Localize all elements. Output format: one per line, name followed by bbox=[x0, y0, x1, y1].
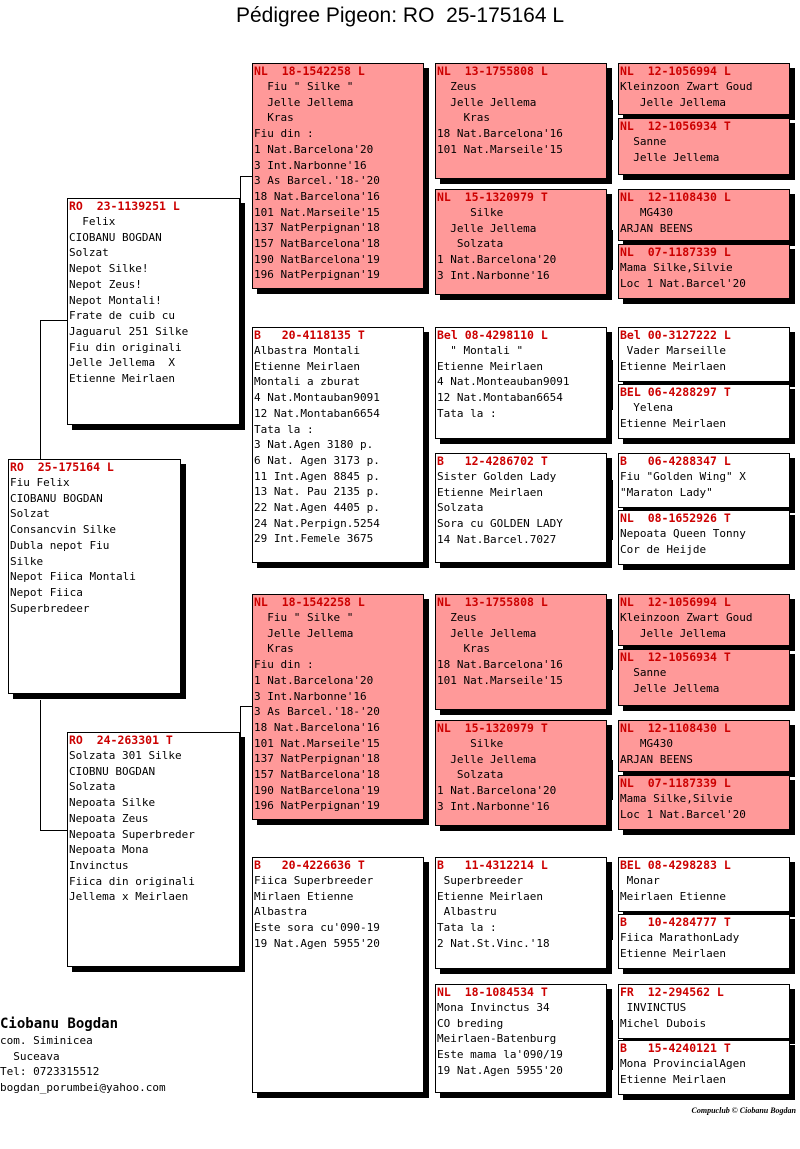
info-line: 18 Nat.Barcelona'16 bbox=[437, 658, 563, 672]
info-line: 1 Nat.Barcelona'20 bbox=[437, 784, 557, 798]
great-grandparent-box bbox=[435, 594, 607, 710]
info-line: Nepoata Queen Tonny bbox=[620, 527, 746, 540]
info-line: 18 Nat.Barcelona'16 bbox=[254, 189, 380, 203]
info-line: Fiu din originali bbox=[69, 340, 182, 354]
owner-city: Suceava bbox=[0, 1049, 60, 1063]
info-line: 190 NatBarcelona'19 bbox=[254, 783, 380, 797]
info-line: Silke bbox=[437, 206, 504, 219]
info-line: 29 Int.Femele 3675 bbox=[254, 532, 374, 546]
info-line: Monar bbox=[620, 874, 660, 887]
info-line: Fiu din : bbox=[254, 127, 314, 141]
connector-line bbox=[428, 890, 429, 1020]
info-line: Solzat bbox=[10, 507, 50, 521]
connector-line bbox=[612, 230, 613, 270]
info-line: Silke bbox=[437, 737, 504, 750]
owner-email: bogdan_porumbei@yahoo.com bbox=[0, 1080, 166, 1094]
info-line: Mirlaen Etienne bbox=[254, 889, 354, 903]
info-line: Felix bbox=[69, 215, 116, 228]
info-line: Kras bbox=[437, 642, 490, 656]
info-line: Nepot Fiica bbox=[10, 585, 83, 599]
ring-number: NL 15-1320979 T bbox=[437, 190, 548, 204]
connector-line bbox=[428, 372, 429, 492]
ring-number: NL 08-1652926 T bbox=[620, 511, 731, 525]
gen4-box bbox=[618, 453, 790, 508]
ring-number: FR 12-294562 L bbox=[620, 985, 724, 999]
info-line: 1 Nat.Barcelona'20 bbox=[254, 673, 374, 687]
info-line: Kras bbox=[437, 111, 490, 125]
page-title: Pédigree Pigeon: RO 25-175164 L bbox=[235, 4, 565, 27]
info-line: Kleinzoon Zwart Goud bbox=[620, 80, 753, 93]
info-line: Nepoata Zeus bbox=[69, 811, 149, 825]
gen4-box bbox=[618, 720, 790, 772]
info-line: Jelle Jellema bbox=[437, 752, 537, 766]
ring-number: B 15-4240121 T bbox=[620, 1041, 731, 1055]
great-grandparent-box bbox=[435, 984, 607, 1093]
info-line: 196 NatPerpignan'19 bbox=[254, 268, 380, 282]
info-line: Zeus bbox=[437, 80, 477, 93]
owner-phone: Tel: 0723315512 bbox=[0, 1065, 100, 1078]
gen4-box bbox=[618, 649, 790, 706]
ring-number: B 06-4288347 L bbox=[620, 454, 731, 468]
grandsire-maternal-box bbox=[252, 594, 424, 820]
info-line: Nepot Fiica Montali bbox=[10, 570, 136, 584]
info-line: 6 Nat. Agen 3173 p. bbox=[254, 453, 380, 467]
sire-box bbox=[67, 198, 240, 425]
info-line: Fiu "Golden Wing" X bbox=[620, 470, 746, 483]
info-line: 18 Nat.Barcelona'16 bbox=[437, 127, 563, 141]
info-line: " Montali " bbox=[437, 344, 524, 357]
info-line: Albastra bbox=[254, 905, 307, 919]
ring-number: RO 25-175164 L bbox=[10, 460, 114, 474]
ring-number: NL 07-1187339 L bbox=[620, 776, 731, 790]
info-line: Silke bbox=[10, 554, 44, 568]
info-line: 11 Int.Agen 8845 p. bbox=[254, 469, 380, 483]
ring-number: RO 24-263301 T bbox=[69, 733, 173, 747]
info-line: Jelle Jellema bbox=[254, 626, 354, 640]
ring-number: BEL 08-4298283 L bbox=[620, 858, 731, 872]
info-line: 3 Int.Narbonne'16 bbox=[437, 268, 550, 282]
gen4-box bbox=[618, 775, 790, 830]
info-line: 1 Nat.Barcelona'20 bbox=[254, 142, 374, 156]
info-line: Superbreeder bbox=[437, 874, 524, 887]
info-line: ARJAN BEENS bbox=[620, 752, 693, 766]
connector-line bbox=[240, 176, 241, 351]
info-line: Fiu Felix bbox=[10, 476, 70, 489]
info-line: Este sora cu'090-19 bbox=[254, 921, 380, 935]
gen4-box bbox=[618, 244, 790, 299]
info-line: Solzata bbox=[69, 780, 116, 794]
gen4-box bbox=[618, 984, 790, 1039]
info-line: Jelle Jellema bbox=[437, 95, 537, 109]
info-line: Cor de Heijde bbox=[620, 542, 707, 556]
great-grandparent-box bbox=[435, 857, 607, 969]
info-line: 4 Nat.Montauban9091 bbox=[254, 391, 380, 405]
info-line: Etienne Meirlaen bbox=[437, 359, 543, 373]
ring-number: NL 15-1320979 T bbox=[437, 721, 548, 735]
footer-credit: Compuclub © Ciobanu Bogdan bbox=[691, 1106, 796, 1115]
info-line: ARJAN BEENS bbox=[620, 221, 693, 235]
info-line: Montali a zburat bbox=[254, 375, 360, 389]
info-line: 13 Nat. Pau 2135 p. bbox=[254, 485, 380, 499]
ring-number: BEL 06-4288297 T bbox=[620, 385, 731, 399]
info-line: Michel Dubois bbox=[620, 1016, 707, 1030]
info-line: Sora cu GOLDEN LADY bbox=[437, 517, 563, 531]
connector-line bbox=[612, 630, 613, 670]
info-line: Jelle Jellema bbox=[620, 95, 726, 109]
dam-box bbox=[67, 732, 240, 967]
info-line: 3 Int.Narbonne'16 bbox=[254, 689, 367, 703]
gen4-box bbox=[618, 857, 790, 912]
ring-number: B 20-4118135 T bbox=[254, 328, 365, 342]
info-line: Etienne Meirlaen bbox=[620, 946, 726, 960]
ring-number: NL 12-1056934 T bbox=[620, 119, 731, 133]
info-line: 157 NatBarcelona'18 bbox=[254, 768, 380, 782]
great-grandparent-box bbox=[435, 189, 607, 295]
gen4-box bbox=[618, 510, 790, 565]
info-line: Superbredeer bbox=[10, 601, 90, 615]
info-line: Loc 1 Nat.Barcel'20 bbox=[620, 807, 746, 821]
info-line: Jelle Jellema bbox=[437, 626, 537, 640]
ring-number: NL 12-1056934 T bbox=[620, 650, 731, 664]
ring-number: NL 12-1056994 L bbox=[620, 595, 731, 609]
info-line: 3 Int.Narbonne'16 bbox=[437, 799, 550, 813]
info-line: 1 Nat.Barcelona'20 bbox=[437, 253, 557, 267]
info-line: Nepoata Silke bbox=[69, 796, 156, 810]
info-line: Nepot Montali! bbox=[69, 293, 162, 307]
info-line: Jelle Jellema X bbox=[69, 356, 175, 370]
info-line: Solzata bbox=[437, 768, 504, 782]
info-line: Solzat bbox=[69, 246, 109, 260]
info-line: 101 Nat.Marseile'15 bbox=[437, 142, 563, 156]
connector-line bbox=[612, 360, 613, 410]
gen4-box bbox=[618, 63, 790, 115]
info-line: Nepot Zeus! bbox=[69, 277, 142, 291]
gen4-box bbox=[618, 118, 790, 175]
info-line: Nepot Silke! bbox=[69, 262, 149, 276]
info-line: Etienne Meirlaen bbox=[620, 359, 726, 373]
info-line: 101 Nat.Marseile'15 bbox=[437, 673, 563, 687]
info-line: 14 Nat.Barcel.7027 bbox=[437, 532, 557, 546]
connector-line bbox=[40, 320, 68, 321]
info-line: MG430 bbox=[620, 206, 673, 219]
info-line: CIOBNU BOGDAN bbox=[69, 764, 156, 778]
info-line: 3 As Barcel.'18-'20 bbox=[254, 705, 380, 719]
info-line: Loc 1 Nat.Barcel'20 bbox=[620, 276, 746, 290]
info-line: Tata la : bbox=[437, 406, 497, 420]
info-line: Tata la : bbox=[437, 921, 497, 935]
connector-line bbox=[612, 480, 613, 540]
ring-number: B 12-4286702 T bbox=[437, 454, 548, 468]
info-line: Fiu " Silke " bbox=[254, 80, 354, 93]
info-line: 2 Nat.St.Vinc.'18 bbox=[437, 936, 550, 950]
ring-number: NL 18-1542258 L bbox=[254, 64, 365, 78]
info-line: 101 Nat.Marseile'15 bbox=[254, 736, 380, 750]
info-line: Zeus bbox=[437, 611, 477, 624]
gen4-box bbox=[618, 327, 790, 382]
info-line: Etienne Meirlaen bbox=[620, 1072, 726, 1086]
info-line: Mona Invinctus 34 bbox=[437, 1001, 550, 1014]
info-line: CIOBANU BOGDAN bbox=[10, 491, 103, 505]
info-line: Sanne bbox=[620, 666, 667, 679]
gen4-box bbox=[618, 594, 790, 646]
info-line: Fiica Superbreeder bbox=[254, 874, 374, 887]
info-line: 4 Nat.Monteauban9091 bbox=[437, 375, 570, 389]
connector-line bbox=[428, 642, 429, 742]
info-line: Invinctus bbox=[69, 858, 129, 872]
connector-line bbox=[40, 830, 68, 831]
ring-number: NL 12-1108430 L bbox=[620, 190, 731, 204]
info-line: "Maraton Lady" bbox=[620, 485, 713, 499]
great-grandparent-box bbox=[435, 453, 607, 563]
info-line: Fiu din : bbox=[254, 658, 314, 672]
info-line: 157 NatBarcelona'18 bbox=[254, 237, 380, 251]
info-line: 19 Nat.Agen 5955'20 bbox=[437, 1063, 563, 1077]
info-line: 190 NatBarcelona'19 bbox=[254, 252, 380, 266]
info-line: 3 As Barcel.'18-'20 bbox=[254, 174, 380, 188]
ring-number: NL 13-1755808 L bbox=[437, 595, 548, 609]
info-line: CIOBANU BOGDAN bbox=[69, 230, 162, 244]
info-line: Mona ProvincialAgen bbox=[620, 1057, 746, 1070]
info-line: 19 Nat.Agen 5955'20 bbox=[254, 936, 380, 950]
gen4-box bbox=[618, 914, 790, 969]
owner-address: com. Siminicea bbox=[0, 1034, 93, 1047]
connector-line bbox=[612, 760, 613, 800]
connector-line bbox=[40, 320, 41, 460]
info-line: Yelena bbox=[620, 401, 673, 414]
info-line: 18 Nat.Barcelona'16 bbox=[254, 720, 380, 734]
great-grandparent-box bbox=[435, 720, 607, 826]
info-line: Kleinzoon Zwart Goud bbox=[620, 611, 753, 624]
info-line: Jelle Jellema bbox=[620, 150, 720, 164]
info-line: Kras bbox=[254, 111, 294, 125]
connector-line bbox=[240, 706, 252, 707]
connector-line bbox=[612, 100, 613, 140]
connector-line bbox=[612, 1020, 613, 1070]
ring-number: Bel 08-4298110 L bbox=[437, 328, 548, 342]
ring-number: NL 07-1187339 L bbox=[620, 245, 731, 259]
info-line: Etienne Meirlaen bbox=[437, 889, 543, 903]
ring-number: B 11-4312214 L bbox=[437, 858, 548, 872]
info-line: Albastru bbox=[437, 905, 497, 919]
info-line: Albastra Montali bbox=[254, 344, 360, 357]
info-line: Jelle Jellema bbox=[254, 95, 354, 109]
info-line: 3 Nat.Agen 3180 p. bbox=[254, 438, 374, 452]
info-line: Solzata bbox=[437, 501, 484, 515]
ring-number: B 10-4284777 T bbox=[620, 915, 731, 929]
info-line: Dubla nepot Fiu bbox=[10, 538, 110, 552]
info-line: Mama Silke,Silvie bbox=[620, 261, 733, 274]
ring-number: NL 12-1056994 L bbox=[620, 64, 731, 78]
ring-number: Bel 00-3127222 L bbox=[620, 328, 731, 342]
info-line: Tata la : bbox=[254, 422, 314, 436]
info-line: Nepoata Mona bbox=[69, 843, 149, 857]
owner-name: Ciobanu Bogdan bbox=[0, 1016, 119, 1032]
info-line: MG430 bbox=[620, 737, 673, 750]
info-line: 196 NatPerpignan'19 bbox=[254, 799, 380, 813]
info-line: Jelle Jellema bbox=[620, 626, 726, 640]
info-line: Etienne Meirlaen bbox=[69, 372, 175, 386]
gen4-box bbox=[618, 1040, 790, 1095]
granddam-paternal-box bbox=[252, 327, 424, 563]
info-line: Etienne Meirlaen bbox=[254, 359, 360, 373]
gen4-box bbox=[618, 384, 790, 439]
info-line: 22 Nat.Agen 4405 p. bbox=[254, 501, 380, 515]
info-line: Etienne Meirlaen bbox=[437, 485, 543, 499]
info-line: Mama Silke,Silvie bbox=[620, 792, 733, 805]
ring-number: NL 13-1755808 L bbox=[437, 64, 548, 78]
info-line: Jellema x Meirlaen bbox=[69, 890, 189, 904]
connector-line bbox=[428, 112, 429, 212]
info-line: Fiica MarathonLady bbox=[620, 931, 740, 944]
info-line: Nepoata Superbreder bbox=[69, 827, 195, 841]
ring-number: B 20-4226636 T bbox=[254, 858, 365, 872]
info-line: Consancvin Silke bbox=[10, 523, 116, 537]
owner-info bbox=[0, 1015, 166, 1095]
info-line: Sanne bbox=[620, 135, 667, 148]
gen4-box bbox=[618, 189, 790, 241]
info-line: Fiu " Silke " bbox=[254, 611, 354, 624]
info-line: Jelle Jellema bbox=[620, 681, 720, 695]
info-line: Jaguarul 251 Silke bbox=[69, 324, 189, 338]
info-line: Vader Marseille bbox=[620, 344, 726, 357]
info-line: Meirlaen-Batenburg bbox=[437, 1032, 557, 1046]
granddam-maternal-box bbox=[252, 857, 424, 1093]
great-grandparent-box bbox=[435, 63, 607, 179]
ring-number: NL 12-1108430 L bbox=[620, 721, 731, 735]
connector-line bbox=[612, 890, 613, 940]
info-line: 12 Nat.Montaban6654 bbox=[437, 391, 563, 405]
info-line: Etienne Meirlaen bbox=[620, 416, 726, 430]
info-line: 137 NatPerpignan'18 bbox=[254, 221, 380, 235]
subject-pigeon-box bbox=[8, 459, 181, 694]
info-line: 24 Nat.Perpign.5254 bbox=[254, 516, 380, 530]
info-line: Meirlaen Etienne bbox=[620, 889, 726, 903]
info-line: Kras bbox=[254, 642, 294, 656]
ring-number: RO 23-1139251 L bbox=[69, 199, 180, 213]
info-line: Solzata 301 Silke bbox=[69, 749, 182, 762]
great-grandparent-box bbox=[435, 327, 607, 439]
grandsire-paternal-box bbox=[252, 63, 424, 289]
connector-line bbox=[240, 176, 252, 177]
ring-number: NL 18-1542258 L bbox=[254, 595, 365, 609]
info-line: Frate de cuib cu bbox=[69, 309, 175, 323]
info-line: Jelle Jellema bbox=[437, 221, 537, 235]
info-line: 101 Nat.Marseile'15 bbox=[254, 205, 380, 219]
info-line: INVINCTUS bbox=[620, 1001, 687, 1014]
info-line: Este mama la'090/19 bbox=[437, 1048, 563, 1062]
info-line: Sister Golden Lady bbox=[437, 470, 557, 483]
ring-number: NL 18-1084534 T bbox=[437, 985, 548, 999]
info-line: Fiica din originali bbox=[69, 874, 195, 888]
connector-line bbox=[40, 700, 41, 830]
info-line: 3 Int.Narbonne'16 bbox=[254, 158, 367, 172]
info-line: 137 NatPerpignan'18 bbox=[254, 752, 380, 766]
info-line: 12 Nat.Montaban6654 bbox=[254, 406, 380, 420]
info-line: CO breding bbox=[437, 1016, 504, 1030]
info-line: Solzata bbox=[437, 237, 504, 251]
connector-line bbox=[240, 706, 241, 971]
